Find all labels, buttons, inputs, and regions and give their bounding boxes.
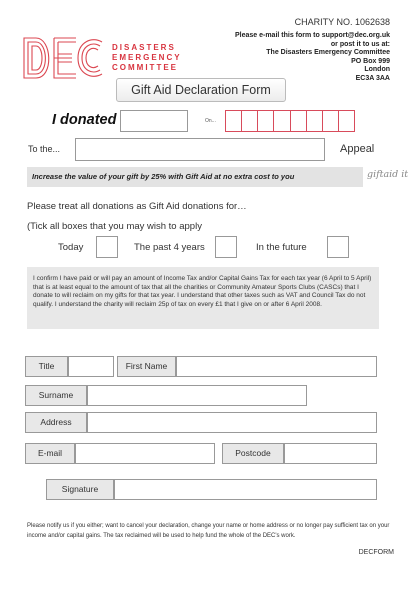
signature-field[interactable]	[114, 479, 377, 500]
logo-word: COMMITTEE	[112, 63, 178, 72]
option-today-label: Today	[58, 242, 84, 253]
postal-address	[235, 32, 390, 83]
postcode-label: Postcode	[222, 443, 284, 464]
date-digit-cell[interactable]	[322, 110, 338, 132]
address-field[interactable]	[87, 412, 377, 433]
address-line: The Disasters Emergency Committee	[266, 49, 390, 56]
address-line: PO Box 999	[351, 57, 390, 65]
postcode-field[interactable]	[284, 443, 377, 464]
tax-declaration: I confirm I have paid or will pay an amount of Income Tax and/or Capital Gains Tax for each tax year (6 April to 5 April) that is at least equal to the amount of tax that all the charities or Community Amateur Sports Clubs (CASCs) that I donate to will reclaim on my gifts for that tax year. I understand that other taxes such as VAT and Council Tax do not qualify. I understand the charity will reclaim 25p of tax on every £1 that I give on or after 6 April 2008.	[27, 267, 379, 329]
surname-field[interactable]	[87, 385, 307, 406]
gift-aid-logo: giftaid it	[367, 169, 409, 180]
today-checkbox[interactable]	[96, 236, 118, 258]
date-digit-cell[interactable]	[290, 110, 306, 132]
title-label: Title	[25, 356, 68, 377]
donation-amount-field[interactable]	[120, 110, 188, 132]
date-digit-cell[interactable]	[273, 110, 289, 132]
form-title: Gift Aid Declaration Form	[116, 78, 286, 102]
address-line: or post it to us at:	[330, 40, 390, 48]
email-field[interactable]	[75, 443, 215, 464]
first-name-field[interactable]	[176, 356, 377, 377]
past-four-years-checkbox[interactable]	[215, 236, 237, 258]
surname-label: Surname	[25, 385, 87, 406]
date-digit-cell[interactable]	[241, 110, 257, 132]
date-digit-cell[interactable]	[338, 110, 355, 132]
date-digit-cell[interactable]	[225, 110, 241, 132]
donation-date-field[interactable]	[225, 110, 355, 132]
option-past-label: The past 4 years	[134, 242, 205, 253]
title-field[interactable]	[68, 356, 114, 377]
appeal-name-field[interactable]	[75, 138, 325, 161]
to-label: To the...	[28, 144, 61, 154]
appeal-label: Appeal	[340, 143, 375, 155]
logo-word: DISASTERS	[112, 43, 176, 52]
notification-note: Please notify us if you either; want to cancel your declaration, change your name or home address or no longer pay sufficient tax on your income and/or capital gains. The tax reclaimed will be used to help fund the whole of the DEC's work.	[27, 523, 390, 539]
future-checkbox[interactable]	[327, 236, 349, 258]
treat-as-gift-aid-text: Please treat all donations as Gift Aid donations for…	[27, 201, 247, 212]
option-future-label: In the future	[256, 242, 307, 253]
date-digit-cell[interactable]	[257, 110, 273, 132]
address-label: Address	[25, 412, 87, 433]
donated-label: I donated	[52, 112, 117, 128]
signature-label: Signature	[46, 479, 114, 500]
date-label: On...	[205, 118, 216, 124]
charity-number: CHARITY NO. 1062638	[294, 17, 390, 27]
first-name-label: First Name	[117, 356, 176, 377]
tick-instruction: (Tick all boxes that you may wish to apply	[27, 221, 202, 232]
date-digit-cell[interactable]	[306, 110, 322, 132]
gift-aid-banner: Increase the value of your gift by 25% with Gift Aid at no extra cost to you	[27, 167, 363, 187]
email-label: E-mail	[25, 443, 75, 464]
address-line: Please e-mail this form to support@dec.org.uk	[234, 32, 390, 39]
form-code: DECFORM	[358, 549, 394, 556]
logo-word: EMERGENCY	[112, 53, 182, 62]
address-line: EC3A 3AA	[355, 74, 390, 82]
dec-logo	[20, 32, 200, 84]
address-line: London	[364, 66, 390, 73]
